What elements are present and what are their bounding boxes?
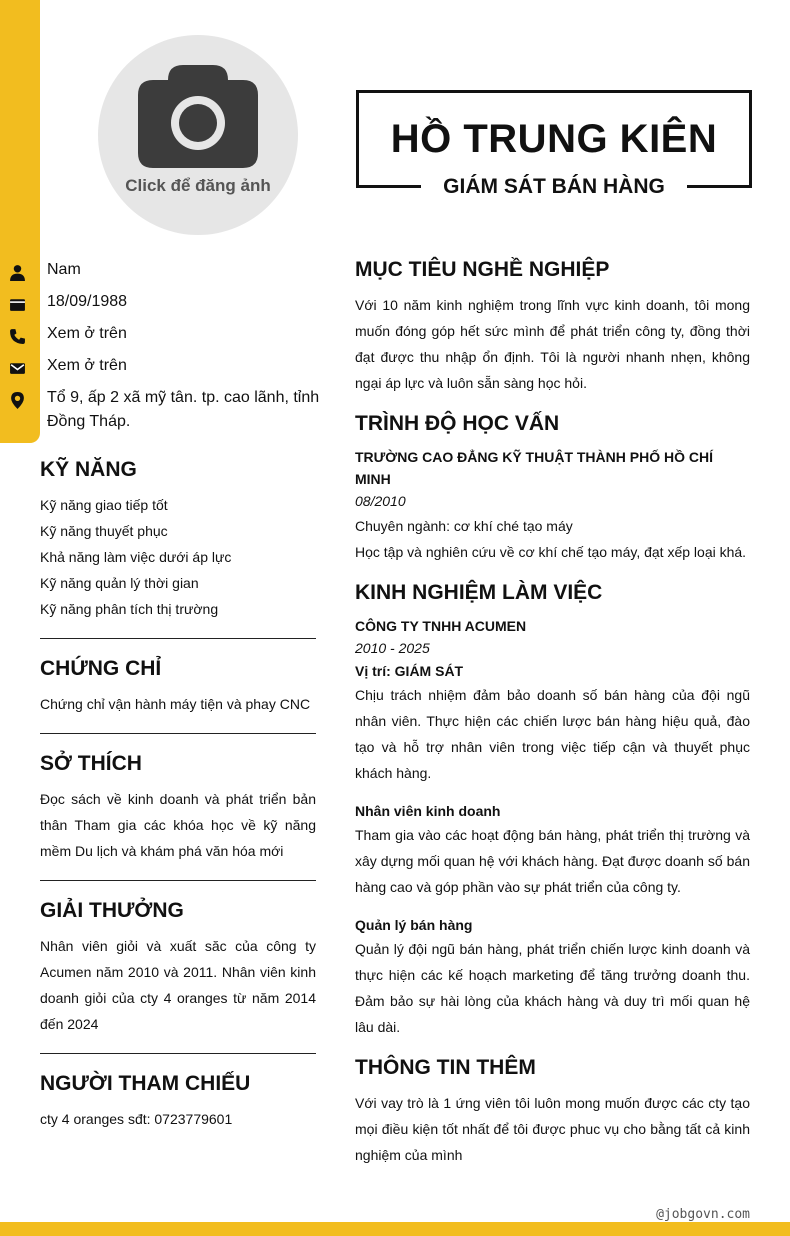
school-name: TRƯỜNG CAO ĐẲNG KỸ THUẬT THÀNH PHỐ HỒ CHÍ MINH xyxy=(355,449,713,487)
bottom-accent-bar xyxy=(0,1222,790,1236)
certificates-section xyxy=(40,657,316,734)
objective-section xyxy=(355,258,750,396)
hobbies-title: SỞ THÍCH xyxy=(40,752,142,775)
contact-birthday: 18/09/1988 xyxy=(0,290,320,315)
contact-phone: Xem ở trên xyxy=(0,322,320,347)
experience-period: 2010 - 2025 xyxy=(355,640,430,656)
contact-list xyxy=(0,258,320,441)
education-major: Chuyên ngành: cơ khí ché tạo máy xyxy=(355,518,573,534)
certificate-item: Chứng chỉ vận hành máy tiện và phay CNC xyxy=(40,696,311,712)
extra-info-title: THÔNG TIN THÊM xyxy=(355,1056,536,1079)
experience-role-2: Nhân viên kinh doanh xyxy=(355,803,501,819)
objective-text: Với 10 năm kinh nghiệm trong lĩnh vực kinh doanh, tôi mong muốn đóng góp hết sức mình để phát triển công ty, đồng thời đạt được thu nhập ổn định. Tôi là người nhanh nhẹn, không ngại áp lực và luôn sẵn sàng học hỏi. xyxy=(355,297,750,391)
extra-info-text: Với vay trò là 1 ứng viên tôi luôn mong muốn được các cty tạo mọi điều kiện tốt nhất để tôi được phuc vụ cho bằng tất cả kinh nghiệm của mình xyxy=(355,1095,750,1163)
hobbies-section xyxy=(40,752,316,881)
location-icon xyxy=(9,392,26,409)
education-desc: Học tập và nghiên cứu về cơ khí chế tạo máy, đạt xếp loại khá. xyxy=(355,544,747,560)
calendar-icon xyxy=(9,296,26,313)
education-date: 08/2010 xyxy=(355,493,406,509)
education-title: TRÌNH ĐỘ HỌC VẤN xyxy=(355,412,560,435)
right-column xyxy=(355,258,750,1184)
references-section xyxy=(40,1072,316,1148)
awards-section xyxy=(40,899,316,1054)
experience-desc-3: Quản lý đội ngũ bán hàng, phát triển chiến lược kinh doanh và thực hiện các kế hoạch marketing để tăng trưởng doanh thu. Đảm bảo sự hài lòng của khách hàng và duy trì mối quan hệ lâu dài. xyxy=(355,941,750,1035)
awards-text: Nhân viên giỏi và xuất săc của công ty Acumen năm 2010 và 2011. Nhân viên kinh doanh giỏi của cty 4 oranges từ năm 2014 đến 2024 xyxy=(40,938,316,1032)
references-title: NGƯỜI THAM CHIẾU xyxy=(40,1072,251,1095)
phone-icon xyxy=(9,328,26,345)
experience-desc-1: Chịu trách nhiệm đảm bảo doanh số bán hàng của đội ngũ nhân viên. Thực hiện các chiến lược bán hàng hiệu quả, đào tạo và hỗ trợ nhân viên trong việc tiếp cận và thuyết phục khách hàng. xyxy=(355,687,750,781)
person-icon xyxy=(9,264,26,281)
objective-title: MỤC TIÊU NGHỀ NGHIỆP xyxy=(355,258,610,281)
experience-title: KINH NGHIỆM LÀM VIỆC xyxy=(355,581,603,604)
certificates-title: CHỨNG CHỈ xyxy=(40,657,162,680)
skill-item: Kỹ năng phân tích thị trường xyxy=(40,601,219,617)
skill-item: Kỹ năng quản lý thời gian xyxy=(40,575,199,591)
experience-role-3: Quản lý bán hàng xyxy=(355,917,473,933)
skill-item: Kỹ năng giao tiếp tốt xyxy=(40,497,168,513)
hobbies-text: Đọc sách về kinh doanh và phát triển bản thân Tham gia các khóa học về kỹ năng mềm Du lịch và khám phá văn hóa mới xyxy=(40,791,316,859)
awards-title: GIẢI THƯỞNG xyxy=(40,899,184,922)
profile-photo-upload[interactable] xyxy=(98,35,298,235)
camera-icon xyxy=(138,65,258,170)
skills-title: KỸ NĂNG xyxy=(40,458,137,481)
skills-section xyxy=(40,458,316,639)
company-name: CÔNG TY TNHH ACUMEN xyxy=(355,618,527,634)
contact-email: Xem ở trên xyxy=(0,354,320,379)
extra-info-section xyxy=(355,1056,750,1168)
contact-address: Tổ 9, ấp 2 xã mỹ tân. tp. cao lãnh, tỉnh Đồng Tháp. xyxy=(0,386,320,434)
name-header-box xyxy=(356,90,752,198)
skill-item: Khả năng làm việc dưới áp lực xyxy=(40,549,232,565)
experience-desc-2: Tham gia vào các hoạt động bán hàng, phát triển thị trường và xây dựng mối quan hệ với khách hàng. Đạt được doanh số bán hàng cao và góp phần vào sự phát triển của công ty. xyxy=(355,827,750,895)
candidate-name: HỒ TRUNG KIÊN xyxy=(390,117,718,161)
contact-gender: Nam xyxy=(0,258,320,283)
references-text: cty 4 oranges sđt: 0723779601 xyxy=(40,1111,233,1127)
watermark: @jobgovn.com xyxy=(656,1207,750,1222)
skill-item: Kỹ năng thuyết phục xyxy=(40,523,168,539)
education-section xyxy=(355,412,750,565)
left-column xyxy=(40,458,316,1166)
experience-position: Vị trí: GIÁM SÁT xyxy=(355,663,464,679)
email-icon xyxy=(9,360,26,377)
photo-upload-caption: Click để đăng ảnh xyxy=(125,176,271,195)
candidate-role: GIÁM SÁT BÁN HÀNG xyxy=(421,175,687,199)
experience-section xyxy=(355,581,750,1040)
